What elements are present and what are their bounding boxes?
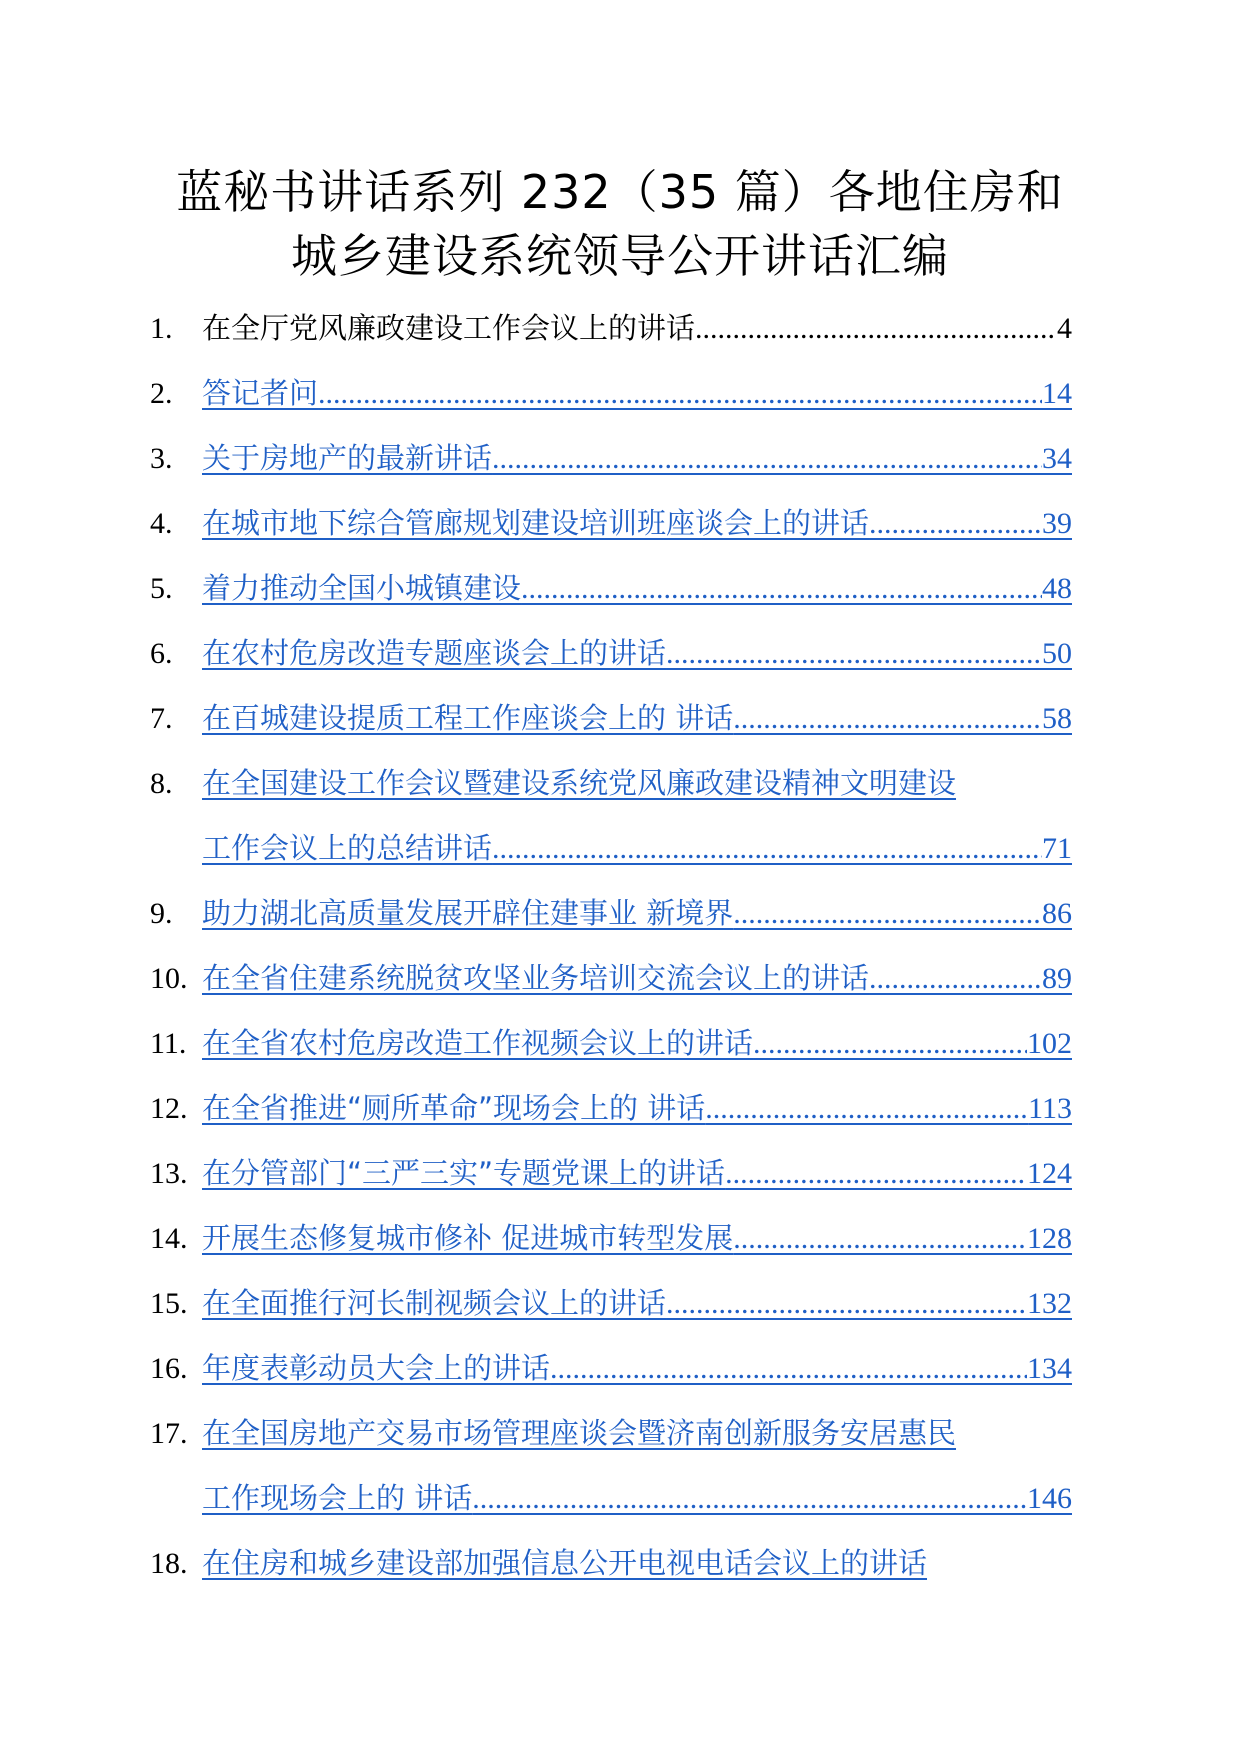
toc-entry-title: 在全国建设工作会议暨建设系统党风廉政建设精神文明建设: [202, 766, 957, 800]
title-line-2: 城乡建设系统领导公开讲话汇编: [291, 229, 949, 283]
toc-entry-title: 关于房地产的最新讲话: [202, 441, 493, 475]
toc-entry: [150, 1206, 1090, 1271]
document-title: [120, 160, 1120, 288]
toc-entry-number: 11.: [150, 1027, 187, 1060]
toc-entry: [150, 491, 1090, 556]
toc-entry-title-continued: 工作现场会上的 讲话: [202, 1481, 473, 1515]
toc-entry-number: 17.: [150, 1417, 188, 1450]
toc-entry-number: 15.: [150, 1287, 188, 1320]
toc-entry: [150, 686, 1090, 751]
toc-entry-title: 开展生态修复城市修补 促进城市转型发展: [202, 1221, 734, 1255]
dot-leader: [733, 686, 1042, 751]
toc-entry: [150, 426, 1090, 491]
toc-entry-number: 16.: [150, 1352, 188, 1385]
toc-entry-title: 在分管部门“三严三实”专题党课上的讲话: [202, 1156, 726, 1190]
toc-entry-number: 12.: [150, 1092, 188, 1125]
toc-entry-number: 1.: [150, 312, 173, 345]
dot-leader: [733, 1206, 1027, 1271]
toc-entry-title: 在住房和城乡建设部加强信息公开电视电话会议上的讲话: [202, 1546, 928, 1580]
toc-entry-title-continued: 工作会议上的总结讲话: [202, 831, 493, 865]
dot-leader: [550, 1336, 1027, 1401]
toc-entry-number: 5.: [150, 572, 173, 605]
dot-leader: [869, 946, 1042, 1011]
toc-entry-link[interactable]: [202, 1466, 1072, 1531]
dot-leader: [705, 1076, 1028, 1141]
toc-entry-link[interactable]: [202, 1206, 1072, 1271]
toc-entry-number: 6.: [150, 637, 173, 670]
toc-entry: [150, 751, 1090, 881]
toc-entry-title: 在全省住建系统脱贫攻坚业务培训交流会议上的讲话: [202, 961, 870, 995]
toc-entry-link[interactable]: [202, 816, 1072, 881]
toc-entry-link[interactable]: [202, 1141, 1072, 1206]
toc-entry-page: 113: [1028, 1092, 1072, 1125]
dot-leader: [492, 426, 1042, 491]
toc-entry-link[interactable]: [202, 1011, 1072, 1076]
toc-entry-number: 2.: [150, 377, 173, 410]
toc-entry-link[interactable]: [202, 1401, 1102, 1466]
toc-entry: [150, 881, 1090, 946]
toc-entry-title: 在全国房地产交易市场管理座谈会暨济南创新服务安居惠民: [202, 1416, 957, 1450]
toc-entry-link[interactable]: [202, 751, 1102, 816]
toc-entry-link[interactable]: [202, 946, 1072, 1011]
toc-entry-page: 102: [1027, 1027, 1072, 1060]
dot-leader: [318, 361, 1042, 426]
toc-entry: [150, 1401, 1090, 1531]
toc-entry: [150, 361, 1090, 426]
dot-leader: [695, 296, 1057, 361]
toc-entry-number: 9.: [150, 897, 173, 930]
toc-entry: [150, 556, 1090, 621]
toc-entry: [150, 621, 1090, 686]
title-line-1: 蓝秘书讲话系列 232（35 篇）各地住房和: [176, 165, 1064, 219]
toc-entry-link[interactable]: [202, 1336, 1072, 1401]
toc-entry-page: 14: [1042, 377, 1072, 410]
toc-entry-number: 8.: [150, 767, 173, 800]
toc-entry-title: 在全面推行河长制视频会议上的讲话: [202, 1286, 667, 1320]
toc-entry-link[interactable]: [202, 686, 1072, 751]
toc-entry-number: 13.: [150, 1157, 188, 1190]
toc-entry-page: 34: [1042, 442, 1072, 475]
toc-entry-link[interactable]: [202, 1076, 1072, 1141]
toc-entry-page: 48: [1042, 572, 1072, 605]
toc-entry-title: 在全省推进“厕所革命”现场会上的 讲话: [202, 1091, 706, 1125]
dot-leader: [869, 491, 1042, 556]
dot-leader: [521, 556, 1042, 621]
toc-entry: [150, 1531, 1090, 1596]
dot-leader: [666, 1271, 1027, 1336]
toc-entry-link[interactable]: [202, 361, 1072, 426]
toc-entry-link[interactable]: [202, 426, 1072, 491]
toc-entry-page: 89: [1042, 962, 1072, 995]
dot-leader: [753, 1011, 1027, 1076]
toc-entry: [150, 1271, 1090, 1336]
toc-entry: [150, 1011, 1090, 1076]
toc-entry-title: 在全省农村危房改造工作视频会议上的讲话: [202, 1026, 754, 1060]
toc-entry-title: 答记者问: [202, 376, 319, 410]
toc-entry: [150, 1336, 1090, 1401]
dot-leader: [492, 816, 1042, 881]
toc-entry-page: 134: [1027, 1352, 1072, 1385]
toc-entry-number: 4.: [150, 507, 173, 540]
toc-entry-link[interactable]: [202, 1531, 1102, 1596]
toc-entry-link[interactable]: [202, 491, 1072, 556]
toc-entry-page: 128: [1027, 1222, 1072, 1255]
toc-entry-page: 58: [1042, 702, 1072, 735]
toc-entry-title: 在农村危房改造专题座谈会上的讲话: [202, 636, 667, 670]
toc-entry-title: 在百城建设提质工程工作座谈会上的 讲话: [202, 701, 734, 735]
toc-entry: [150, 946, 1090, 1011]
toc-entry-link[interactable]: [202, 881, 1072, 946]
toc-entry-page: 146: [1027, 1482, 1072, 1515]
toc-entry: [150, 296, 1090, 361]
toc-entry-title: 着力推动全国小城镇建设: [202, 571, 522, 605]
toc-entry-number: 10.: [150, 962, 188, 995]
toc-entry-page: 4: [1057, 312, 1072, 345]
dot-leader: [733, 881, 1042, 946]
toc-entry-number: 14.: [150, 1222, 188, 1255]
toc-entry-title: 在全厅党风廉政建设工作会议上的讲话: [202, 311, 696, 345]
toc-entry-page: 132: [1027, 1287, 1072, 1320]
toc-entry-number: 3.: [150, 442, 173, 475]
toc-entry-page: 71: [1042, 832, 1072, 865]
toc-entry-page: 124: [1027, 1157, 1072, 1190]
toc-entry-link[interactable]: [202, 556, 1072, 621]
dot-leader: [725, 1141, 1027, 1206]
toc-entry-link[interactable]: [202, 1271, 1072, 1336]
toc-entry-page: 50: [1042, 637, 1072, 670]
toc-entry-page: 39: [1042, 507, 1072, 540]
toc-entry-page: 86: [1042, 897, 1072, 930]
toc-entry-link[interactable]: [202, 621, 1072, 686]
toc-entry: [150, 1141, 1090, 1206]
toc-entry-number: 7.: [150, 702, 173, 735]
toc-entry: [150, 1076, 1090, 1141]
dot-leader: [472, 1466, 1027, 1531]
toc-entry-number: 18.: [150, 1547, 188, 1580]
toc-entry-title: 助力湖北高质量发展开辟住建事业 新境界: [202, 896, 734, 930]
dot-leader: [666, 621, 1042, 686]
table-of-contents: [150, 296, 1090, 1596]
toc-entry-title: 年度表彰动员大会上的讲话: [202, 1351, 551, 1385]
toc-entry-title: 在城市地下综合管廊规划建设培训班座谈会上的讲话: [202, 506, 870, 540]
